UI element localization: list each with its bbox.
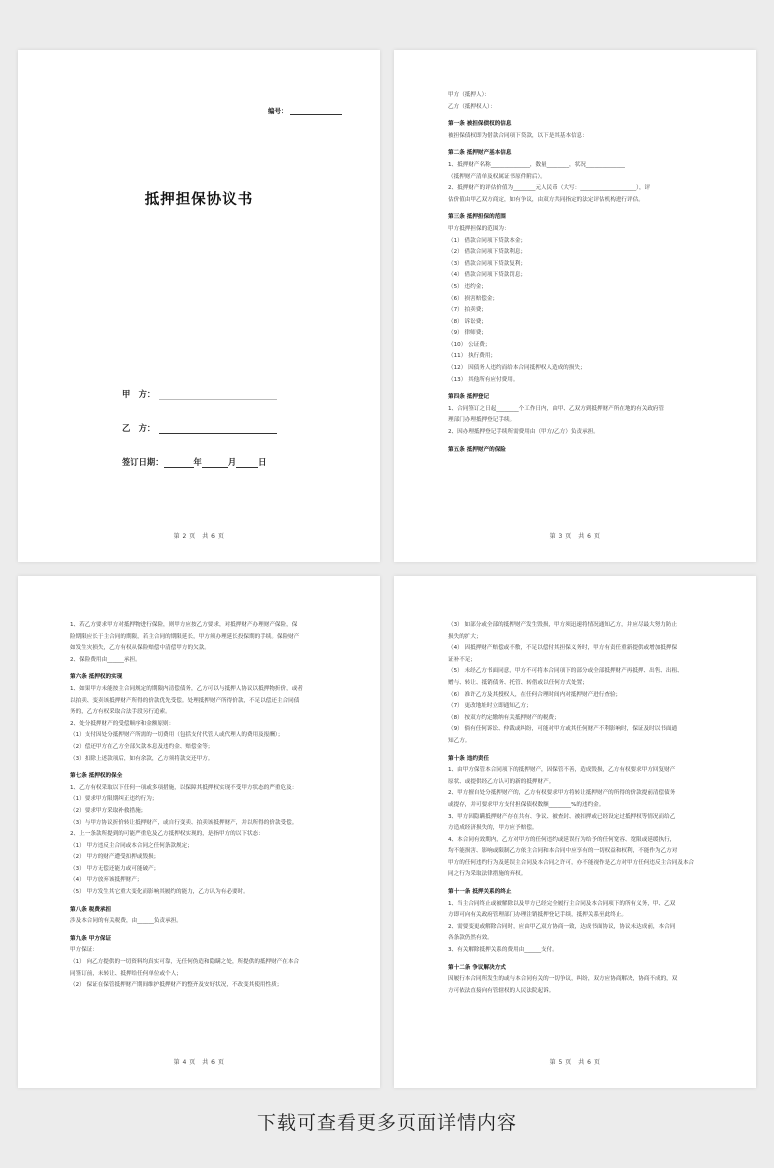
body-text-line: 同之行为采取法律措施的弃权。 bbox=[448, 871, 527, 878]
body-text-line: （9） 律师费； bbox=[448, 330, 487, 337]
body-text-line: （3） 甲方无偿还能力或可能破产； bbox=[70, 865, 160, 872]
contract-number-blank bbox=[290, 107, 342, 115]
party-a-blank bbox=[159, 391, 277, 400]
body-text-line: 同签订前，未转让、抵押给任何单位或个人； bbox=[70, 970, 182, 977]
body-text-line: 以拍卖、变卖该抵押财产所得的价款优先受偿。处理抵押财产所得价款，不足以偿还主合同债 bbox=[70, 697, 300, 704]
party-b-label: 乙 方： bbox=[122, 423, 156, 433]
body-text-line: （9） 倘有任何诉讼、仲裁或纠纷，可能对甲方或其任何财产不利影响时，保证及时以书面通 bbox=[448, 726, 678, 733]
page-footer: 第 4 页 共 6 页 bbox=[173, 1059, 225, 1066]
document-page-3 bbox=[18, 576, 380, 1088]
body-text-line: 2、甲方擅自处分抵押财产的，乙方有权要求甲方将转让抵押财产的所得的价款提前清偿债务 bbox=[448, 790, 676, 797]
body-text-line: 甲方（抵押人）： bbox=[448, 92, 490, 98]
body-text-line: （4） 甲方放弃该抵押财产； bbox=[70, 877, 143, 884]
year-label: 年 bbox=[193, 457, 202, 467]
body-text-line: （10） 公证费； bbox=[448, 341, 491, 348]
body-text-line: 1、若乙方要求甲方对抵押物进行保险，则甲方应按乙方要求，对抵押财产办理财产保险，保 bbox=[70, 622, 298, 628]
body-text-line: （5） 违约金； bbox=[448, 283, 487, 290]
body-text-line: （8） 按双方约定缴纳有关抵押财产的税费； bbox=[448, 714, 560, 721]
body-text-line: （3）与甲方协议折价转让抵押财产，或自行变卖、拍卖该抵押财产，并以所得的价款受偿。 bbox=[70, 819, 298, 826]
section-heading: 第三条 抵押担保的范围 bbox=[448, 214, 506, 221]
body-text-line: 1、抵押财产名称______________，数量________，状况______________ bbox=[448, 161, 625, 168]
body-text-line: 被担保债权即为借款合同项下贷款，以下是其基本信息： bbox=[448, 132, 588, 139]
body-text-line: （3） 如部分或全部的抵押财产发生毁损，甲方须迅速将情况通知乙方，并应尽最大努力防止 bbox=[448, 622, 678, 628]
body-text-line: （5） 甲方发生其它重大变化而影响其履约的能力，乙方认为有必要时。 bbox=[70, 889, 249, 896]
section-heading: 第九条 甲方保证 bbox=[70, 935, 112, 942]
year-blank bbox=[164, 459, 194, 468]
contract-number-field bbox=[268, 106, 342, 115]
page-body bbox=[448, 90, 728, 456]
body-text-line: 损失的扩大； bbox=[448, 633, 482, 640]
body-text-line: 或提存，并可要求甲方支付担保债权数额________%的违约金。 bbox=[448, 801, 605, 808]
body-text-line: 1、由甲方保管本合同项下的抵押财产，因保管不善，造成毁损，乙方有权要求甲方回复财产 bbox=[448, 767, 676, 774]
day-blank bbox=[236, 459, 258, 468]
month-blank bbox=[202, 459, 228, 468]
body-text-line: 险期限应长于主合同的期限，若主合同的期限延长，甲方须办理延长投保期的手续。保险财产 bbox=[70, 633, 300, 640]
body-text-line: （4） 借款合同项下贷款罚息； bbox=[448, 272, 527, 279]
body-text-line: 涉及本合同的有关税费，由______负责承担。 bbox=[70, 918, 182, 925]
party-b-field bbox=[122, 422, 277, 434]
body-text-line: （2） 甲方的财产遭受扣押或毁损； bbox=[70, 854, 160, 861]
body-text-line: （2） 保证在保管抵押财产期间维护抵押财产的整齐及安好状况，不改变其使用性质； bbox=[70, 982, 283, 989]
body-text-line: 1、当主合同终止或被解除以及甲方已经完全履行主合同及本合同项下的所有义务，甲、乙双 bbox=[448, 900, 676, 907]
body-text-line: （6） 准许乙方及其授权人，在任何合理时间内对抵押财产进行查验； bbox=[448, 691, 622, 698]
body-text-line: 估价值由甲乙双方商定，如有争议，由双方共同指定的法定评估机构进行评估。 bbox=[448, 196, 644, 203]
section-heading: 第八条 税费承担 bbox=[70, 906, 112, 913]
document-page-cover bbox=[18, 50, 380, 562]
body-text-line: 各条款仍然有效。 bbox=[448, 935, 493, 942]
download-more-caption[interactable]: 下载可查看更多页面详情内容 bbox=[256, 1112, 517, 1134]
body-text-line: （13） 其他所有应付费用。 bbox=[448, 376, 519, 383]
body-text-line: 3、甲方因隐瞒抵押财产存在共有、争议、被查封、被扣押或已经设定过抵押权等情况而给乙 bbox=[448, 813, 676, 820]
document-page-4 bbox=[394, 576, 756, 1088]
day-label: 日 bbox=[258, 457, 267, 467]
body-text-line: （1）要求甲方限期纠正违约行为； bbox=[70, 796, 158, 803]
section-heading: 第六条 抵押权的实现 bbox=[70, 674, 123, 681]
page-body bbox=[448, 620, 728, 997]
body-text-line: 2、因办理抵押登记手续所需费用由（甲方/乙方）负责承担。 bbox=[448, 429, 599, 436]
body-text-line: （11） 执行费用； bbox=[448, 353, 497, 360]
body-text-line: （1） 向乙方提供的一切资料均真实可靠，无任何伪造和隐瞒之处，所提供的抵押财产在本合 bbox=[70, 959, 300, 966]
body-text-line: 乙方（抵押权人）： bbox=[448, 103, 496, 110]
body-text-line: 方可依法直接向有管辖权的人民法院起诉。 bbox=[448, 987, 555, 994]
body-text-line: 2、需要变更或解除合同时，应由甲乙双方协商一致，达成书面协议，协议未达成前，本合同 bbox=[448, 923, 676, 930]
body-text-line: 知乙方。 bbox=[448, 737, 471, 744]
body-text-line: 方造成经济损失的，甲方应予赔偿。 bbox=[448, 825, 538, 832]
body-text-line: 甲方的任何违约行为及延误主合同及本合同之许可，亦不能视作是乙方对甲方任何违反主合同及本合 bbox=[448, 859, 695, 866]
body-text-line: 2、抵押财产的评估价值为________元人民币（大写：____________________），评 bbox=[448, 185, 651, 192]
contract-number-label: 编号： bbox=[268, 107, 288, 115]
section-heading: 第二条 抵押财产基本信息 bbox=[448, 150, 512, 157]
body-text-line: （3）扣除上述款项后，如有余款，乙方须将款交还甲方。 bbox=[70, 755, 214, 762]
body-text-line: （8） 诉讼费； bbox=[448, 318, 487, 325]
body-text-line: 如发生灾损失，乙方有权从保险赔偿中清偿甲方的欠款。 bbox=[70, 645, 210, 652]
body-text-line: （2） 借款合同项下贷款利息； bbox=[448, 249, 527, 256]
body-text-line: 2、保险费用由______承担。 bbox=[70, 656, 141, 663]
body-text-line: 证补不足； bbox=[448, 656, 476, 663]
body-text-line: 1、如果甲方未能按主合同规定的期限内清偿债务，乙方可以与抵押人协议以抵押物折价，或者 bbox=[70, 685, 303, 692]
body-text-line: 方即可向有关政府管理部门办理注销抵押登记手续，抵押关系至此终止。 bbox=[448, 912, 628, 919]
body-text-line: （1）支付因处分抵押财产所需的一切费用（包括支付代管人或代理人的费用及报酬）； bbox=[70, 732, 284, 739]
section-heading: 第五条 抵押财产的保险 bbox=[448, 446, 506, 453]
body-text-line: （12） 因债务人违约而给本合同抵押权人造成的损失； bbox=[448, 365, 586, 372]
body-text-line: 1、乙方有权采取以下任何一项或多项措施，以保障其抵押权实现不受甲方状态的严重危及： bbox=[70, 784, 298, 791]
body-text-line: （5） 未经乙方书面同意，甲方不可将本合同项下的部分或全部抵押财产再抵押、出售、出租、 bbox=[448, 668, 683, 675]
body-text-line: 2、处分抵押财产的受偿顺序和金额原则： bbox=[70, 720, 175, 727]
body-text-line: （抵押财产清单及权属证书原件附后）。 bbox=[448, 173, 546, 180]
month-label: 月 bbox=[227, 457, 237, 467]
body-text-line: 因履行本合同所发生的或与本合同有关的一切争议，纠纷，双方应协商解决，协商不成的，双 bbox=[448, 976, 678, 983]
party-b-blank bbox=[159, 425, 277, 434]
page-footer: 第 3 页 共 6 页 bbox=[549, 533, 601, 540]
body-text-line: （1） 借款合同项下贷款本金； bbox=[448, 237, 527, 244]
body-text-line: （7） 更改地址时立即通知乙方； bbox=[448, 703, 532, 710]
page-footer: 第 2 页 共 6 页 bbox=[173, 533, 225, 540]
body-text-line: 原状、或提供经乙方认可的新的抵押财产。 bbox=[448, 778, 555, 785]
body-text-line: 均不能损害、影响或限制乙方依主合同和本合同中应享有的一切权益和权利，不能作为乙方对 bbox=[448, 848, 678, 855]
body-text-line: 甲方抵押担保的范围为： bbox=[448, 225, 510, 232]
body-text-line: （2）偿还甲方在乙方全部欠款本息及违约金、赔偿金等； bbox=[70, 743, 214, 750]
body-text-line: （2）要求甲方采取补救措施； bbox=[70, 807, 147, 814]
party-a-field bbox=[122, 388, 277, 400]
document-page-2 bbox=[394, 50, 756, 562]
body-text-line: （4） 因抵押财产赔偿或不敷，不足以偿付其担保义务时，甲方有责任重新提供或增加抵押保 bbox=[448, 645, 678, 652]
body-text-line: 4、本合同有效期内，乙方对甲方的任何违约或延误行为给予的任何宽容、宽限或延缓执行， bbox=[448, 836, 676, 843]
section-heading: 第十条 违约责任 bbox=[448, 755, 490, 762]
body-text-line: 1、合同签订之日起________个工作日内，由甲、乙双方到抵押财产所在地的有关政府管 bbox=[448, 405, 665, 412]
section-heading: 第七条 抵押权的保全 bbox=[70, 773, 123, 780]
body-text-line: 理部门办理抵押登记手续。 bbox=[448, 417, 516, 424]
section-heading: 第一条 被担保债权的信息 bbox=[448, 121, 512, 128]
body-text-line: 务的，乙方有权采取合法手段另行追索。 bbox=[70, 709, 171, 716]
body-text-line: 甲方保证： bbox=[70, 947, 98, 954]
sign-date-label: 签订日期： bbox=[122, 457, 164, 467]
party-a-label: 甲 方： bbox=[122, 389, 156, 399]
body-text-line: （3） 借款合同项下贷款复利； bbox=[448, 260, 527, 267]
body-text-line: （1） 甲方违反主合同或本合同之任何条款规定； bbox=[70, 842, 193, 849]
section-heading: 第四条 抵押登记 bbox=[448, 394, 490, 401]
body-text-line: 3、有关解除抵押关系的费用由______支付。 bbox=[448, 947, 558, 954]
body-text-line: 赠与、转让、抵销债务、托管、转借或以任何方式处置； bbox=[448, 679, 588, 686]
document-title: 抵押担保协议书 bbox=[144, 192, 254, 208]
page-footer: 第 5 页 共 6 页 bbox=[549, 1059, 601, 1066]
sign-date-field bbox=[122, 456, 266, 468]
body-text-line: （6） 损害赔偿金； bbox=[448, 295, 499, 302]
body-text-line: 2、上一条款所提到的可能严重危及乙方抵押权实现的，是指甲方的以下状态： bbox=[70, 831, 264, 838]
page-body bbox=[70, 620, 352, 992]
section-heading: 第十一条 抵押关系的终止 bbox=[448, 889, 512, 896]
section-heading: 第十二条 争议解决方式 bbox=[448, 964, 506, 971]
body-text-line: （7） 拍卖费； bbox=[448, 307, 487, 314]
